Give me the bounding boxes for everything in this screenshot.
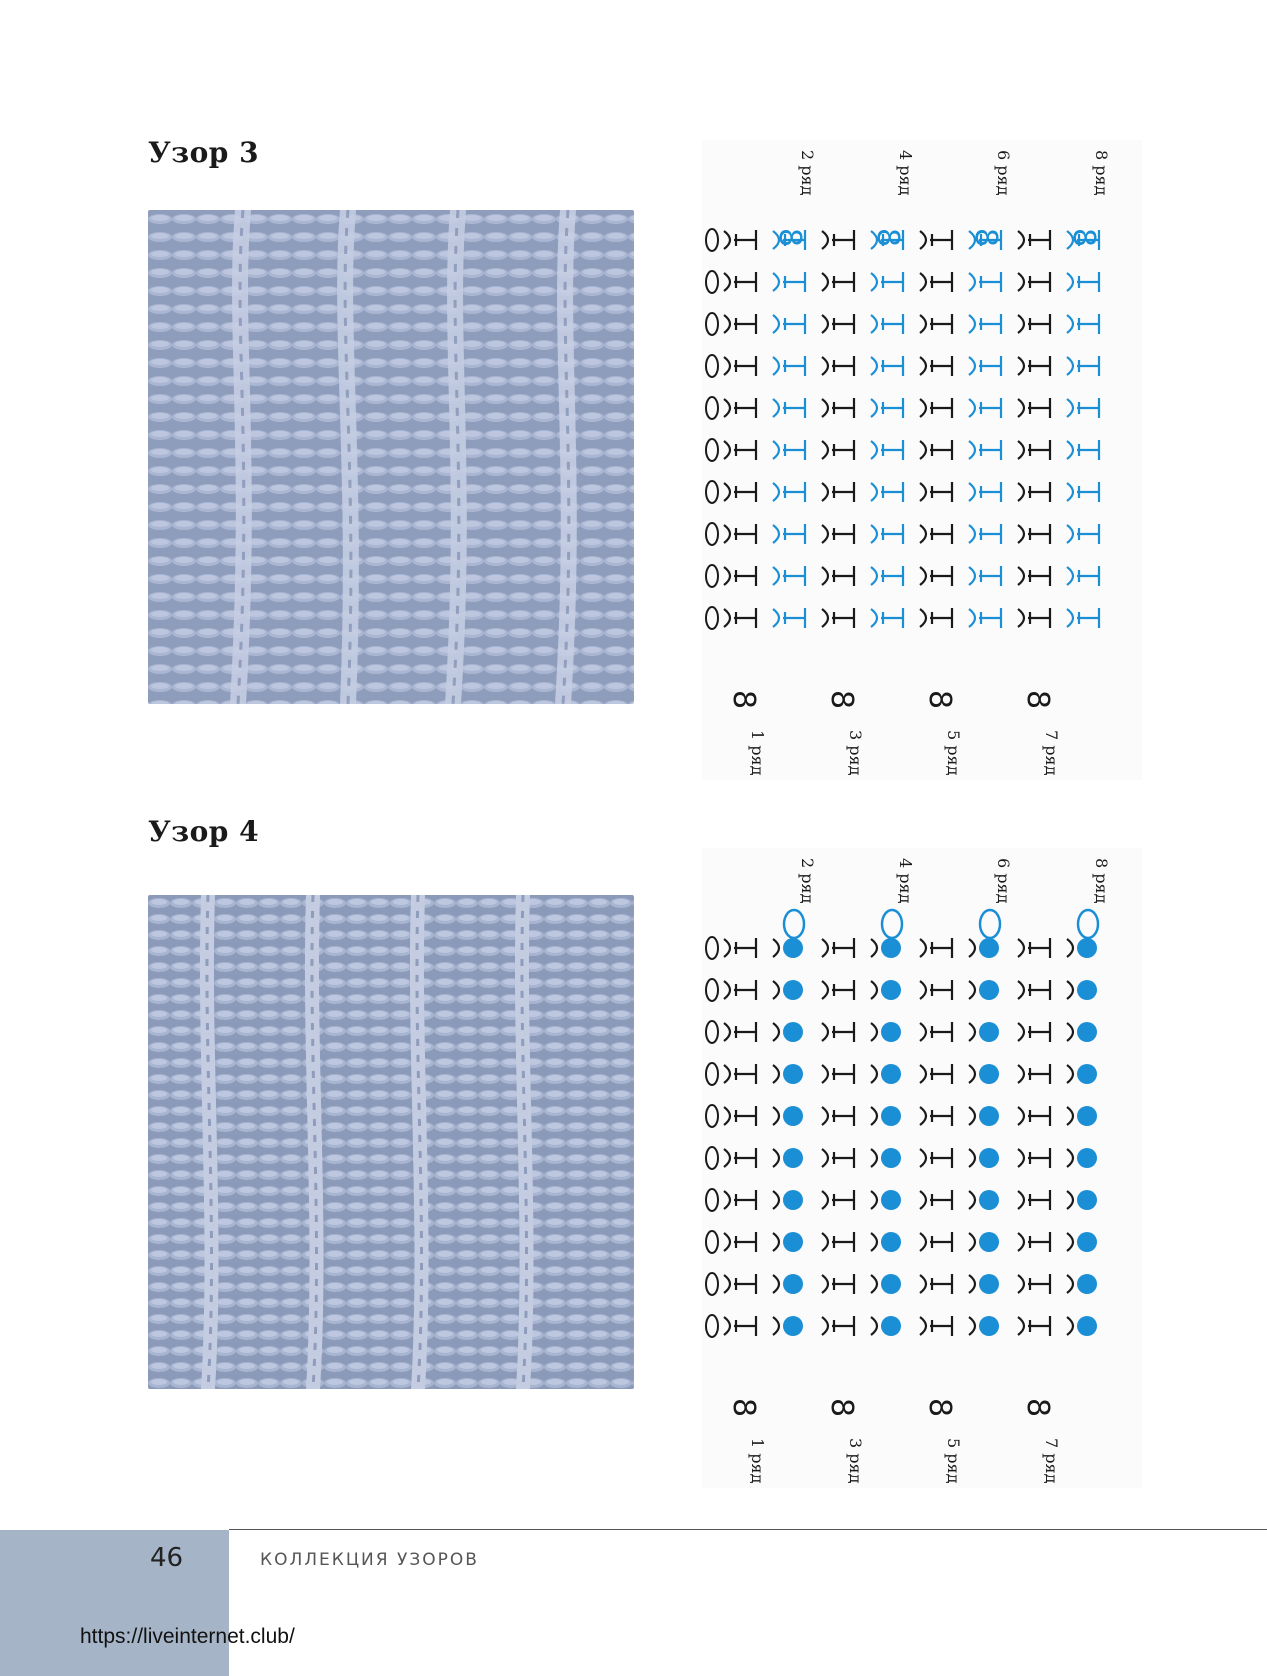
stitch-hook: [871, 483, 877, 501]
stitch-hook: [1067, 939, 1073, 957]
slip-dot: [979, 1232, 999, 1252]
row-label-2: 2 ряд: [798, 858, 817, 904]
stitch-hook: [773, 483, 779, 501]
stitch-hook: [822, 231, 828, 249]
stitch-hook: [1067, 1065, 1073, 1083]
stitch-hook: [969, 1149, 975, 1167]
stitch-hook: [871, 1191, 877, 1209]
slip-dot: [783, 1190, 803, 1210]
stitch-hook: [920, 273, 926, 291]
stitch-hook: [969, 483, 975, 501]
chain-oval: [706, 1273, 718, 1295]
stitch-hook: [871, 1149, 877, 1167]
stitch-hook: [1018, 939, 1024, 957]
chain-oval: [706, 481, 718, 503]
stitch-hook: [822, 609, 828, 627]
slip-dot: [783, 1064, 803, 1084]
stitch-hook: [822, 441, 828, 459]
slip-dot: [783, 1274, 803, 1294]
stitch-hook: [1018, 1149, 1024, 1167]
chain-symbol: 8: [726, 1398, 761, 1418]
stitch-hook: [822, 1065, 828, 1083]
chain-oval: [706, 1189, 718, 1211]
stitch-hook: [724, 1107, 730, 1125]
stitch-hook: [773, 981, 779, 999]
row-label-2: 2 ряд: [798, 150, 817, 196]
chain-oval: [706, 979, 718, 1001]
stitch-hook: [822, 1275, 828, 1293]
slip-dot: [881, 1274, 901, 1294]
stitch-hook: [920, 231, 926, 249]
stitch-hook: [773, 273, 779, 291]
chain-symbol: 8: [1020, 1398, 1055, 1418]
stitch-hook: [822, 357, 828, 375]
stitch-hook: [773, 939, 779, 957]
stitch-hook: [1018, 567, 1024, 585]
stitch-hook: [920, 1023, 926, 1041]
chain-oval: [706, 1231, 718, 1253]
stitch-hook: [1018, 483, 1024, 501]
slip-dot: [979, 938, 999, 958]
stitch-hook: [969, 441, 975, 459]
stitch-hook: [773, 399, 779, 417]
stitch-hook: [1018, 1191, 1024, 1209]
stitch-hook: [822, 483, 828, 501]
stitch-hook: [724, 1233, 730, 1251]
stitch-hook: [724, 399, 730, 417]
stitch-hook: [969, 1023, 975, 1041]
stitch-hook: [773, 1233, 779, 1251]
stitch-hook: [920, 1149, 926, 1167]
stitch-hook: [969, 315, 975, 333]
chain-oval: [706, 1063, 718, 1085]
stitch-hook: [871, 1233, 877, 1251]
stitch-hook: [871, 1023, 877, 1041]
stitch-hook: [1067, 1317, 1073, 1335]
stitch-hook: [724, 231, 730, 249]
stitch-hook: [871, 525, 877, 543]
stitch-hook: [773, 1317, 779, 1335]
stitch-hook: [822, 525, 828, 543]
stitch-hook: [871, 441, 877, 459]
stitch-hook: [724, 1275, 730, 1293]
stitch-hook: [724, 525, 730, 543]
slip-dot: [979, 1022, 999, 1042]
slip-dot: [881, 1232, 901, 1252]
slip-dot: [1077, 980, 1097, 1000]
slip-dot: [979, 1316, 999, 1336]
slip-dot: [783, 1106, 803, 1126]
stitch-hook: [969, 1317, 975, 1335]
stitch-hook: [773, 1107, 779, 1125]
stitch-hook: [969, 939, 975, 957]
stitch-hook: [1067, 273, 1073, 291]
stitch-hook: [920, 981, 926, 999]
pattern-4-title: Узор 4: [148, 815, 260, 848]
stitch-hook: [1067, 441, 1073, 459]
stitch-hook: [920, 1275, 926, 1293]
stitch-hook: [1067, 1107, 1073, 1125]
stitch-hook: [724, 315, 730, 333]
slip-dot: [979, 1106, 999, 1126]
row-label-1: 1 ряд: [748, 1438, 767, 1484]
stitch-hook: [1018, 1233, 1024, 1251]
stitch-hook: [773, 567, 779, 585]
stitch-hook: [969, 981, 975, 999]
row-label-7: 7 ряд: [1042, 730, 1061, 776]
stitch-hook: [871, 939, 877, 957]
slip-dot: [881, 1148, 901, 1168]
chain-oval: [882, 910, 902, 938]
footer-divider: [229, 1529, 1267, 1530]
chain-oval: [706, 565, 718, 587]
stitch-hook: [920, 315, 926, 333]
slip-dot: [881, 1106, 901, 1126]
stitch-hook: [724, 609, 730, 627]
stitch-hook: [1018, 231, 1024, 249]
stitch-hook: [822, 939, 828, 957]
stitch-hook: [969, 1065, 975, 1083]
stitch-hook: [773, 1149, 779, 1167]
row-label-8: 8 ряд: [1092, 150, 1111, 196]
stitch-hook: [871, 315, 877, 333]
stitch-hook: [920, 567, 926, 585]
stitch-grid: [706, 937, 1097, 1337]
stitch-hook: [1018, 1107, 1024, 1125]
row-label-5: 5 ряд: [944, 730, 963, 776]
stitch-hook: [969, 1233, 975, 1251]
stitch-hook: [920, 1317, 926, 1335]
stitch-hook: [773, 315, 779, 333]
stitch-hook: [1067, 1191, 1073, 1209]
row-label-3: 3 ряд: [846, 730, 865, 776]
stitch-hook: [1067, 1275, 1073, 1293]
stitch-hook: [1018, 1023, 1024, 1041]
slip-dot: [1077, 1274, 1097, 1294]
chain-oval: [706, 229, 718, 251]
stitch-hook: [822, 1107, 828, 1125]
stitch-hook: [871, 357, 877, 375]
stitch-hook: [920, 357, 926, 375]
stitch-hook: [871, 567, 877, 585]
chain-symbol: 8: [968, 228, 1003, 248]
chain-symbol: 8: [726, 690, 761, 710]
stitch-hook: [1018, 525, 1024, 543]
chain-oval: [706, 523, 718, 545]
stitch-hook: [920, 399, 926, 417]
slip-dot: [1077, 1232, 1097, 1252]
stitch-hook: [969, 525, 975, 543]
slip-dot: [979, 1148, 999, 1168]
stitch-hook: [871, 1107, 877, 1125]
chain-oval: [706, 313, 718, 335]
chain-symbol: 8: [824, 690, 859, 710]
stitch-hook: [1018, 273, 1024, 291]
slip-dot: [783, 1232, 803, 1252]
stitch-hook: [1067, 609, 1073, 627]
row-label-1: 1 ряд: [748, 730, 767, 776]
stitch-hook: [871, 981, 877, 999]
chain-oval: [706, 439, 718, 461]
stitch-hook: [1018, 981, 1024, 999]
chain-oval: [706, 355, 718, 377]
slip-dot: [979, 1190, 999, 1210]
stitch-hook: [724, 1317, 730, 1335]
stitch-hook: [724, 1065, 730, 1083]
stitch-hook: [871, 399, 877, 417]
stitch-hook: [969, 273, 975, 291]
chain-symbol: 8: [824, 1398, 859, 1418]
slip-dot: [1077, 1316, 1097, 1336]
stitch-hook: [1018, 1065, 1024, 1083]
slip-dot: [783, 980, 803, 1000]
stitch-hook: [822, 1191, 828, 1209]
chain-oval: [706, 1147, 718, 1169]
chain-symbol: 8: [1066, 228, 1101, 248]
pattern-4-photo: [148, 895, 634, 1389]
stitch-hook: [920, 1233, 926, 1251]
stitch-hook: [773, 441, 779, 459]
stitch-hook: [822, 315, 828, 333]
stitch-hook: [724, 939, 730, 957]
stitch-hook: [724, 483, 730, 501]
stitch-hook: [822, 981, 828, 999]
stitch-hook: [724, 273, 730, 291]
stitch-hook: [969, 399, 975, 417]
stitch-hook: [822, 1023, 828, 1041]
stitch-hook: [1067, 315, 1073, 333]
chain-symbol: 8: [870, 228, 905, 248]
stitch-hook: [724, 981, 730, 999]
chain-oval: [706, 937, 718, 959]
chain-oval: [784, 910, 804, 938]
stitch-hook: [773, 525, 779, 543]
stitch-hook: [724, 357, 730, 375]
stitch-hook: [920, 525, 926, 543]
row-label-4: 4 ряд: [896, 150, 915, 196]
slip-dot: [881, 938, 901, 958]
slip-dot: [979, 1274, 999, 1294]
stitch-hook: [822, 1233, 828, 1251]
slip-dot: [979, 980, 999, 1000]
stitch-hook: [920, 483, 926, 501]
chain-oval: [706, 607, 718, 629]
stitch-hook: [1067, 1149, 1073, 1167]
stitch-hook: [871, 1275, 877, 1293]
slip-dot: [881, 1316, 901, 1336]
slip-dot: [783, 1316, 803, 1336]
stitch-hook: [1067, 525, 1073, 543]
stitch-hook: [920, 609, 926, 627]
stitch-hook: [773, 1065, 779, 1083]
stitch-hook: [1067, 399, 1073, 417]
stitch-hook: [871, 609, 877, 627]
stitch-grid: [706, 229, 1099, 629]
chain-symbol: 8: [1020, 690, 1055, 710]
chain-oval: [706, 397, 718, 419]
row-label-6: 6 ряд: [994, 858, 1013, 904]
slip-dot: [783, 1148, 803, 1168]
chain-symbol: 8: [772, 228, 807, 248]
slip-dot: [783, 1022, 803, 1042]
slip-dot: [1077, 1190, 1097, 1210]
chain-oval: [1078, 910, 1098, 938]
stitch-hook: [822, 1317, 828, 1335]
stitch-hook: [969, 357, 975, 375]
row-label-5: 5 ряд: [944, 1438, 963, 1484]
row-label-7: 7 ряд: [1042, 1438, 1061, 1484]
stitch-hook: [1018, 315, 1024, 333]
chain-oval: [706, 271, 718, 293]
pattern-3-photo: [148, 210, 634, 704]
slip-dot: [783, 938, 803, 958]
stitch-hook: [871, 1317, 877, 1335]
slip-dot: [1077, 938, 1097, 958]
stitch-hook: [920, 1107, 926, 1125]
stitch-hook: [773, 1023, 779, 1041]
stitch-hook: [969, 1107, 975, 1125]
stitch-hook: [920, 1191, 926, 1209]
row-label-3: 3 ряд: [846, 1438, 865, 1484]
pattern-4-scheme: [702, 848, 1142, 1488]
slip-dot: [1077, 1022, 1097, 1042]
stitch-hook: [822, 273, 828, 291]
stitch-hook: [773, 609, 779, 627]
source-url[interactable]: https://liveinternet.club/: [80, 1625, 295, 1648]
stitch-hook: [724, 1191, 730, 1209]
chain-symbol: 8: [922, 1398, 957, 1418]
pattern-3-title: Узор 3: [148, 136, 260, 169]
stitch-hook: [871, 273, 877, 291]
stitch-hook: [822, 1149, 828, 1167]
chain-oval: [706, 1021, 718, 1043]
stitch-hook: [1018, 357, 1024, 375]
slip-dot: [1077, 1106, 1097, 1126]
chain-symbol: 8: [922, 690, 957, 710]
stitch-hook: [822, 399, 828, 417]
stitch-hook: [1067, 483, 1073, 501]
stitch-hook: [1018, 1275, 1024, 1293]
stitch-hook: [1067, 567, 1073, 585]
stitch-hook: [920, 939, 926, 957]
stitch-hook: [1067, 1233, 1073, 1251]
stitch-hook: [1067, 357, 1073, 375]
stitch-hook: [969, 567, 975, 585]
slip-dot: [1077, 1148, 1097, 1168]
stitch-hook: [969, 1191, 975, 1209]
stitch-hook: [724, 567, 730, 585]
slip-dot: [881, 980, 901, 1000]
slip-dot: [1077, 1064, 1097, 1084]
stitch-hook: [1018, 1317, 1024, 1335]
stitch-hook: [1018, 609, 1024, 627]
stitch-hook: [1067, 1023, 1073, 1041]
page-number: 46: [150, 1543, 184, 1573]
stitch-hook: [1018, 441, 1024, 459]
chain-oval: [980, 910, 1000, 938]
pattern-3-scheme: [702, 140, 1142, 780]
stitch-hook: [773, 1191, 779, 1209]
stitch-hook: [773, 357, 779, 375]
stitch-hook: [1067, 981, 1073, 999]
row-label-6: 6 ряд: [994, 150, 1013, 196]
slip-dot: [881, 1064, 901, 1084]
stitch-hook: [969, 609, 975, 627]
stitch-hook: [1018, 399, 1024, 417]
slip-dot: [979, 1064, 999, 1084]
stitch-hook: [773, 1275, 779, 1293]
row-label-4: 4 ряд: [896, 858, 915, 904]
slip-dot: [881, 1190, 901, 1210]
stitch-hook: [822, 567, 828, 585]
stitch-hook: [969, 1275, 975, 1293]
chain-oval: [706, 1105, 718, 1127]
stitch-hook: [724, 1149, 730, 1167]
stitch-hook: [724, 1023, 730, 1041]
stitch-hook: [920, 1065, 926, 1083]
slip-dot: [881, 1022, 901, 1042]
stitch-hook: [871, 1065, 877, 1083]
row-label-8: 8 ряд: [1092, 858, 1111, 904]
section-title: КОЛЛЕКЦИЯ УЗОРОВ: [260, 1550, 479, 1570]
chain-oval: [706, 1315, 718, 1337]
stitch-hook: [724, 441, 730, 459]
stitch-hook: [920, 441, 926, 459]
